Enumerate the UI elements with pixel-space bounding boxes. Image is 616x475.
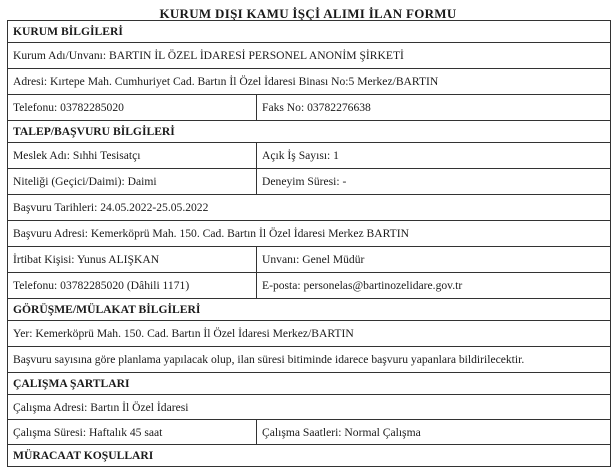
section-heading-calisma: ÇALIŞMA ŞARTLARI [8, 373, 611, 395]
section-heading-kurum: KURUM BİLGİLERİ [8, 21, 611, 43]
form-row [8, 395, 611, 420]
interview-location: Yer: Kemerköprü Mah. 150. Cad. Bartın İl Özel İdaresi Merkez/BARTIN [8, 321, 611, 347]
occupation-name: Meslek Adı: Sıhhi Tesisatçı [8, 143, 257, 169]
employment-type: Niteliği (Geçici/Daimi): Daimi [8, 169, 257, 195]
work-hours: Çalışma Saatleri: Normal Çalışma [257, 420, 611, 445]
experience-duration: Deneyim Süresi: - [257, 169, 611, 195]
job-posting-form [7, 20, 611, 467]
form-row [8, 420, 611, 445]
section-heading-talep: TALEP/BAŞVURU BİLGİLERİ [8, 121, 611, 143]
interview-note: Başvuru sayısına göre planlama yapılacak olup, ilan süresi bitiminde idarece başvuru yapanlara bildirilecektir. [8, 347, 611, 373]
contact-title: Unvanı: Genel Müdür [257, 247, 611, 273]
section-gorusme [8, 299, 611, 321]
form-title: KURUM DIŞI KAMU İŞÇİ ALIMI İLAN FORMU [159, 6, 457, 21]
section-heading-gorusme: GÖRÜŞME/MÜLAKAT BİLGİLERİ [8, 299, 611, 321]
form-row [8, 347, 611, 373]
institution-fax: Faks No: 03782276638 [257, 95, 611, 121]
form-row [8, 195, 611, 221]
section-muracaat [8, 445, 611, 467]
form-row [8, 247, 611, 273]
institution-name: Kurum Adı/Unvanı: BARTIN İL ÖZEL İDARESİ PERSONEL ANONİM ŞİRKETİ [8, 43, 611, 69]
work-duration: Çalışma Süresi: Haftalık 45 saat [8, 420, 257, 445]
contact-email: E-posta: personelas@bartinozelidare.gov.tr [257, 273, 611, 299]
institution-phone: Telefonu: 03782285020 [8, 95, 257, 121]
section-talep [8, 121, 611, 143]
section-kurum [8, 21, 611, 43]
section-calisma [8, 373, 611, 395]
section-heading-muracaat: MÜRACAAT KOŞULLARI [8, 445, 611, 467]
open-positions: Açık İş Sayısı: 1 [257, 143, 611, 169]
form-row [8, 321, 611, 347]
application-dates: Başvuru Tarihleri: 24.05.2022-25.05.2022 [8, 195, 611, 221]
application-address: Başvuru Adresi: Kemerköprü Mah. 150. Cad. Bartın İl Özel İdaresi Merkez BARTIN [8, 221, 611, 247]
form-row [8, 221, 611, 247]
contact-phone: Telefonu: 03782285020 (Dâhili 1171) [8, 273, 257, 299]
form-row [8, 43, 611, 69]
contact-person: İrtibat Kişisi: Yunus ALIŞKAN [8, 247, 257, 273]
institution-address: Adresi: Kırtepe Mah. Cumhuriyet Cad. Bartın İl Özel İdaresi Binası No:5 Merkez/BARTIN [8, 69, 611, 95]
form-row [8, 143, 611, 169]
form-row [8, 169, 611, 195]
form-row [8, 95, 611, 121]
work-address: Çalışma Adresi: Bartın İl Özel İdaresi [8, 395, 611, 420]
form-row [8, 69, 611, 95]
form-row [8, 273, 611, 299]
